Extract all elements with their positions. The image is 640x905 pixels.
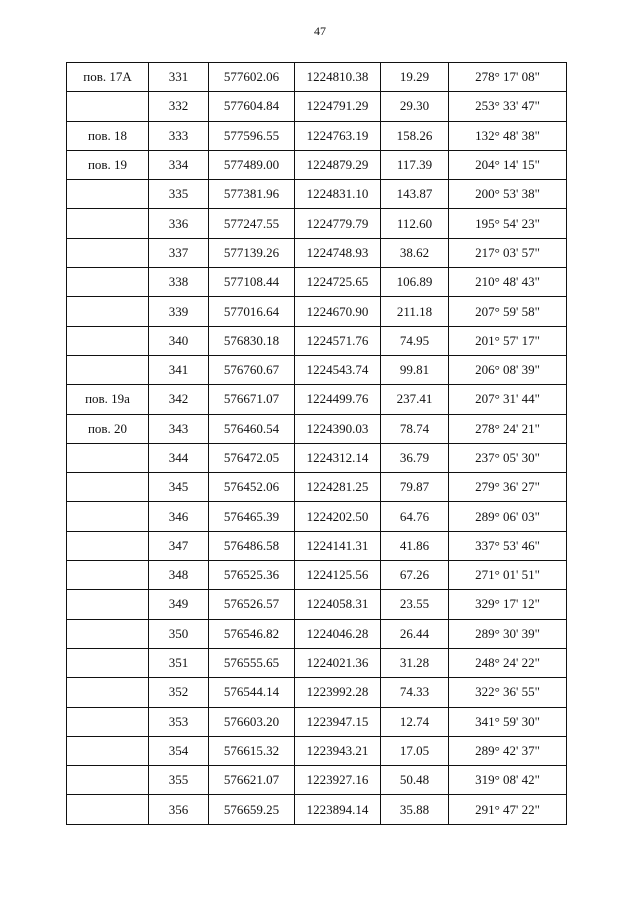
x-coordinate-cell: 576526.57: [209, 590, 295, 619]
distance-cell: 158.26: [381, 121, 449, 150]
table-body: [67, 63, 567, 825]
table-row: [67, 92, 567, 121]
bearing-cell: 200° 53' 38": [449, 180, 567, 209]
turn-label-cell: [67, 531, 149, 560]
bearing-cell: 206° 08' 39": [449, 355, 567, 384]
point-number-cell: 337: [149, 238, 209, 267]
x-coordinate-cell: 576671.07: [209, 385, 295, 414]
point-number-cell: 356: [149, 795, 209, 824]
turn-label-cell: [67, 238, 149, 267]
table-row: [67, 443, 567, 472]
table-row: [67, 385, 567, 414]
y-coordinate-cell: 1224202.50: [295, 502, 381, 531]
turn-label-cell: пов. 20: [67, 414, 149, 443]
distance-cell: 117.39: [381, 150, 449, 179]
x-coordinate-cell: 576621.07: [209, 766, 295, 795]
coordinates-table: [66, 62, 567, 825]
point-number-cell: 347: [149, 531, 209, 560]
bearing-cell: 195° 54' 23": [449, 209, 567, 238]
distance-cell: 112.60: [381, 209, 449, 238]
y-coordinate-cell: 1224058.31: [295, 590, 381, 619]
bearing-cell: 278° 17' 08": [449, 63, 567, 92]
distance-cell: 12.74: [381, 707, 449, 736]
x-coordinate-cell: 577016.64: [209, 297, 295, 326]
x-coordinate-cell: 577604.84: [209, 92, 295, 121]
distance-cell: 50.48: [381, 766, 449, 795]
table-row: [67, 707, 567, 736]
distance-cell: 106.89: [381, 268, 449, 297]
distance-cell: 78.74: [381, 414, 449, 443]
bearing-cell: 271° 01' 51": [449, 561, 567, 590]
y-coordinate-cell: 1224499.76: [295, 385, 381, 414]
point-number-cell: 334: [149, 150, 209, 179]
x-coordinate-cell: 577381.96: [209, 180, 295, 209]
table-row: [67, 238, 567, 267]
point-number-cell: 346: [149, 502, 209, 531]
distance-cell: 19.29: [381, 63, 449, 92]
distance-cell: 35.88: [381, 795, 449, 824]
distance-cell: 67.26: [381, 561, 449, 590]
point-number-cell: 355: [149, 766, 209, 795]
turn-label-cell: [67, 180, 149, 209]
turn-label-cell: [67, 795, 149, 824]
point-number-cell: 340: [149, 326, 209, 355]
bearing-cell: 132° 48' 38": [449, 121, 567, 150]
y-coordinate-cell: 1224791.29: [295, 92, 381, 121]
y-coordinate-cell: 1224390.03: [295, 414, 381, 443]
y-coordinate-cell: 1224543.74: [295, 355, 381, 384]
bearing-cell: 207° 59' 58": [449, 297, 567, 326]
turn-label-cell: [67, 355, 149, 384]
bearing-cell: 322° 36' 55": [449, 678, 567, 707]
distance-cell: 36.79: [381, 443, 449, 472]
x-coordinate-cell: 576615.32: [209, 736, 295, 765]
x-coordinate-cell: 577596.55: [209, 121, 295, 150]
x-coordinate-cell: 577247.55: [209, 209, 295, 238]
x-coordinate-cell: 576603.20: [209, 707, 295, 736]
bearing-cell: 289° 42' 37": [449, 736, 567, 765]
y-coordinate-cell: 1223947.15: [295, 707, 381, 736]
table-row: [67, 766, 567, 795]
point-number-cell: 336: [149, 209, 209, 238]
turn-label-cell: [67, 678, 149, 707]
bearing-cell: 337° 53' 46": [449, 531, 567, 560]
y-coordinate-cell: 1224141.31: [295, 531, 381, 560]
table-row: [67, 473, 567, 502]
y-coordinate-cell: 1224748.93: [295, 238, 381, 267]
distance-cell: 23.55: [381, 590, 449, 619]
x-coordinate-cell: 576465.39: [209, 502, 295, 531]
y-coordinate-cell: 1224125.56: [295, 561, 381, 590]
turn-label-cell: пов. 18: [67, 121, 149, 150]
table-row: [67, 414, 567, 443]
x-coordinate-cell: 577139.26: [209, 238, 295, 267]
y-coordinate-cell: 1224879.29: [295, 150, 381, 179]
bearing-cell: 289° 30' 39": [449, 619, 567, 648]
distance-cell: 38.62: [381, 238, 449, 267]
turn-label-cell: [67, 443, 149, 472]
y-coordinate-cell: 1224831.10: [295, 180, 381, 209]
point-number-cell: 351: [149, 648, 209, 677]
point-number-cell: 331: [149, 63, 209, 92]
turn-label-cell: [67, 707, 149, 736]
y-coordinate-cell: 1224021.36: [295, 648, 381, 677]
x-coordinate-cell: 576544.14: [209, 678, 295, 707]
distance-cell: 237.41: [381, 385, 449, 414]
point-number-cell: 343: [149, 414, 209, 443]
bearing-cell: 291° 47' 22": [449, 795, 567, 824]
point-number-cell: 339: [149, 297, 209, 326]
turn-label-cell: [67, 92, 149, 121]
bearing-cell: 289° 06' 03": [449, 502, 567, 531]
page-number: 47: [314, 24, 326, 38]
bearing-cell: 329° 17' 12": [449, 590, 567, 619]
table-row: [67, 619, 567, 648]
turn-label-cell: [67, 209, 149, 238]
turn-label-cell: [67, 736, 149, 765]
table-row: [67, 150, 567, 179]
table-row: [67, 648, 567, 677]
x-coordinate-cell: 576555.65: [209, 648, 295, 677]
table-row: [67, 268, 567, 297]
x-coordinate-cell: 577108.44: [209, 268, 295, 297]
turn-label-cell: [67, 297, 149, 326]
y-coordinate-cell: 1223894.14: [295, 795, 381, 824]
table-row: [67, 297, 567, 326]
table-row: [67, 531, 567, 560]
point-number-cell: 335: [149, 180, 209, 209]
point-number-cell: 333: [149, 121, 209, 150]
point-number-cell: 341: [149, 355, 209, 384]
distance-cell: 29.30: [381, 92, 449, 121]
table-row: [67, 502, 567, 531]
x-coordinate-cell: 577602.06: [209, 63, 295, 92]
bearing-cell: 248° 24' 22": [449, 648, 567, 677]
y-coordinate-cell: 1224281.25: [295, 473, 381, 502]
bearing-cell: 210° 48' 43": [449, 268, 567, 297]
table-row: [67, 121, 567, 150]
x-coordinate-cell: 576546.82: [209, 619, 295, 648]
table-row: [67, 63, 567, 92]
turn-label-cell: [67, 766, 149, 795]
table-row: [67, 209, 567, 238]
x-coordinate-cell: 576452.06: [209, 473, 295, 502]
y-coordinate-cell: 1223943.21: [295, 736, 381, 765]
y-coordinate-cell: 1224670.90: [295, 297, 381, 326]
x-coordinate-cell: 576486.58: [209, 531, 295, 560]
x-coordinate-cell: 576472.05: [209, 443, 295, 472]
x-coordinate-cell: 576525.36: [209, 561, 295, 590]
distance-cell: 41.86: [381, 531, 449, 560]
distance-cell: 79.87: [381, 473, 449, 502]
y-coordinate-cell: 1224763.19: [295, 121, 381, 150]
point-number-cell: 344: [149, 443, 209, 472]
x-coordinate-cell: 577489.00: [209, 150, 295, 179]
turn-label-cell: пов. 17А: [67, 63, 149, 92]
distance-cell: 211.18: [381, 297, 449, 326]
bearing-cell: 201° 57' 17": [449, 326, 567, 355]
y-coordinate-cell: 1224312.14: [295, 443, 381, 472]
bearing-cell: 278° 24' 21": [449, 414, 567, 443]
point-number-cell: 345: [149, 473, 209, 502]
bearing-cell: 341° 59' 30": [449, 707, 567, 736]
bearing-cell: 279° 36' 27": [449, 473, 567, 502]
table-row: [67, 561, 567, 590]
turn-label-cell: пов. 19: [67, 150, 149, 179]
y-coordinate-cell: 1223927.16: [295, 766, 381, 795]
turn-label-cell: [67, 326, 149, 355]
turn-label-cell: пов. 19а: [67, 385, 149, 414]
distance-cell: 99.81: [381, 355, 449, 384]
y-coordinate-cell: 1224725.65: [295, 268, 381, 297]
distance-cell: 17.05: [381, 736, 449, 765]
bearing-cell: 319° 08' 42": [449, 766, 567, 795]
x-coordinate-cell: 576659.25: [209, 795, 295, 824]
distance-cell: 64.76: [381, 502, 449, 531]
y-coordinate-cell: 1223992.28: [295, 678, 381, 707]
bearing-cell: 253° 33' 47": [449, 92, 567, 121]
table-row: [67, 795, 567, 824]
table-row: [67, 355, 567, 384]
distance-cell: 143.87: [381, 180, 449, 209]
table-row: [67, 590, 567, 619]
point-number-cell: 348: [149, 561, 209, 590]
table-row: [67, 736, 567, 765]
point-number-cell: 349: [149, 590, 209, 619]
turn-label-cell: [67, 561, 149, 590]
bearing-cell: 217° 03' 57": [449, 238, 567, 267]
y-coordinate-cell: 1224571.76: [295, 326, 381, 355]
distance-cell: 31.28: [381, 648, 449, 677]
x-coordinate-cell: 576830.18: [209, 326, 295, 355]
distance-cell: 26.44: [381, 619, 449, 648]
bearing-cell: 207° 31' 44": [449, 385, 567, 414]
x-coordinate-cell: 576460.54: [209, 414, 295, 443]
x-coordinate-cell: 576760.67: [209, 355, 295, 384]
bearing-cell: 204° 14' 15": [449, 150, 567, 179]
distance-cell: 74.33: [381, 678, 449, 707]
table-row: [67, 326, 567, 355]
point-number-cell: 338: [149, 268, 209, 297]
turn-label-cell: [67, 473, 149, 502]
turn-label-cell: [67, 590, 149, 619]
point-number-cell: 352: [149, 678, 209, 707]
table-row: [67, 678, 567, 707]
turn-label-cell: [67, 502, 149, 531]
point-number-cell: 354: [149, 736, 209, 765]
turn-label-cell: [67, 268, 149, 297]
bearing-cell: 237° 05' 30": [449, 443, 567, 472]
distance-cell: 74.95: [381, 326, 449, 355]
y-coordinate-cell: 1224779.79: [295, 209, 381, 238]
turn-label-cell: [67, 619, 149, 648]
point-number-cell: 342: [149, 385, 209, 414]
turn-label-cell: [67, 648, 149, 677]
point-number-cell: 350: [149, 619, 209, 648]
table-row: [67, 180, 567, 209]
y-coordinate-cell: 1224046.28: [295, 619, 381, 648]
point-number-cell: 332: [149, 92, 209, 121]
point-number-cell: 353: [149, 707, 209, 736]
y-coordinate-cell: 1224810.38: [295, 63, 381, 92]
